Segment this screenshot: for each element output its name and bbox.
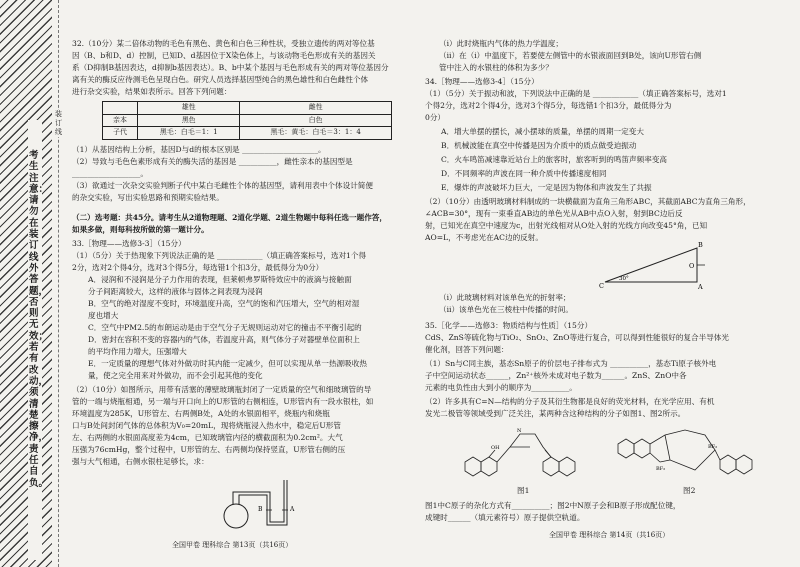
q33-option: 分子间距离较大，这样的液体与固体之间表现为浸润	[88, 287, 263, 296]
atom-label-bf2: BF₂	[708, 444, 718, 450]
q33-2-ii: （ii）在（i）中温度下，若要使左侧管中的水银液面回到B处，该向U形管右侧	[439, 51, 702, 60]
parent-male: 黑色	[138, 114, 240, 127]
q34-option: D．不同频率的声波在同一种介质中传播速度相同	[441, 169, 607, 178]
molecule-figure-1	[455, 422, 585, 484]
q35-intro: CdS、ZnS等硫化物与TiO₂、SnO₂、ZnO等进行复合，可以得到性能很好的复合半导体光	[425, 333, 729, 342]
q34-2-line: 射，已知光在真空中速度为c，出射光线相对从O处入射的光线方向改变45°角，已知	[425, 221, 708, 230]
figure-1-label: 图1	[517, 486, 530, 495]
q34-1-line: （1）（5分）关于振动和波，下列说法中正确的是 ____________（填正确答案标号，选对1	[425, 89, 727, 98]
q34-2-line: （2）（10分）由透明玻璃材料制成的一块横截面为直角三角形ABC，其截面ABC为直角三角形，	[425, 197, 751, 206]
atom-label-oh: OH	[491, 445, 500, 451]
q33-2-line: 强与大气相通，右侧水银柱足够长，求：	[72, 457, 209, 466]
section-two-header: 如果多做，则每科按所做的第一题计分。	[72, 225, 209, 234]
q35-tail: 成键时______（填元素符号）原子提供空轨道。	[425, 513, 585, 522]
q32-sub: 的杂交实验，写出实验思路和预期实验结果。	[72, 193, 224, 202]
q35-1-line: 子中空间运动状态______，Zn²⁺核外未成对电子数为______。ZnS、ZnO中各	[425, 371, 687, 380]
q33-2-line: 压强为76cmHg，整个过程中，U形管的左、右两侧均保持竖直，U形管右侧的压	[72, 445, 346, 454]
q32-sub: （1）从基因结构上分析，基因D与d的根本区别是 ____________________。	[72, 145, 326, 154]
q35-1-line: （1）Sn与C同主族，基态Sn原子的价层电子排布式为 __________，基态Ti原子核外电	[425, 359, 717, 368]
right-footer: 全国甲卷 理科综合 第14页（共16页）	[549, 531, 670, 539]
diagram-label-a: A	[290, 506, 295, 513]
q33-2-line: 环境温度为285K，U形管左、右两侧B处，A处的水银面相平，烧瓶内和烧瓶	[72, 409, 330, 418]
flask-utube-diagram	[222, 470, 302, 532]
q32-line: 因（B、b和D、d）控制，已知D、d基因位于X染色体上，与该动物毛色形成有关的基因关	[72, 51, 376, 60]
f1-male: 黑毛：白毛＝1：1	[138, 127, 240, 140]
q35-1-line: 元素的电负性由大到小的顺序为__________。	[425, 383, 577, 392]
vertex-c: C	[599, 282, 604, 290]
q35-2-line: 发光二极管等领域受到广泛关注，某两种含这种结构的分子如图1、图2所示。	[425, 409, 686, 418]
row-parent: 亲本	[103, 114, 138, 127]
section-two-header: （二）选考题：共45分。请考生从2道物理题、2道化学题、2道生物题中每科任选一题作答，	[72, 213, 387, 222]
q33-option: E．一定质量的理想气体对外做功时其内能一定减少，但可以实现从单一热源吸收热	[88, 359, 367, 368]
q33-option: D．密封在容积不变的容器内的气体，若温度升高，则气体分子对器壁单位面积上	[88, 335, 360, 344]
q32-line: 系（D抑制B基因表达，d抑制b基因表达）。B、b中某个基因与毛色形成有关的两对等位基因分	[72, 63, 389, 72]
col-male: 雄性	[138, 102, 240, 115]
triangle-prism-diagram	[597, 240, 707, 290]
atom-label-bf2: BF₂	[656, 466, 666, 472]
q33-2-line: （2）（10分）如图所示，用带有活塞的薄壁玻璃瓶封闭了一定质量的空气和细玻璃管的导	[72, 385, 372, 394]
fold-label: 装订线	[55, 110, 62, 136]
diagram-label-b: B	[258, 506, 263, 513]
q33-2-i: （i）此时烧瓶内气体的热力学温度；	[439, 39, 563, 48]
q34-sub: （ii）该单色光在三棱柱中传播的时间。	[439, 305, 573, 314]
q33-option: 的平均作用力增大，压强增大	[88, 347, 187, 356]
left-footer: 全国甲卷 理科综合 第13页（共16页）	[172, 541, 293, 549]
q32-line: 32.（10分）某二倍体动物的毛色有黑色、黄色和白色三种性状，受独立遗传的两对等位基	[72, 39, 375, 48]
q33-option: B．空气的绝对湿度不变时，环境温度升高，空气的饱和汽压增大，空气的相对湿	[88, 299, 360, 308]
q33-2-line: 管的一端与烧瓶相通，另一端与开口向上的U形管的右侧相连，U形管内有一段水银柱，如	[72, 397, 374, 406]
q33-option: 量，使之完全用来对外做功，而不会引起其他的变化	[88, 371, 263, 380]
q32-sub: __________________。	[72, 169, 148, 178]
q32-line: 离有关的酶反应待测毛色呈现白色。研究人员选择基因型纯合的黑色雄性和白色雌性个体	[72, 75, 369, 84]
f1-female: 黑毛：黄毛：白毛＝3：1：4	[240, 127, 392, 140]
q33-1-line: （1）（5分）关于热现象下列说法正确的是 ____________（填正确答案标号，选对1个得	[72, 251, 367, 260]
q32-sub: （3）欲通过一次杂交实验判断子代中某白毛雌性个体的基因型，请利用表中个体设计简便	[72, 181, 373, 190]
point-o: O	[689, 262, 695, 270]
q32-sub: （2）导致与毛色色素形成有关的酶失活的基因是 __________，雌性亲本的基因型是	[72, 157, 353, 166]
genotype-table	[102, 101, 392, 140]
q35-intro: 催化剂，回答下列问题：	[425, 345, 509, 354]
vertex-b: B	[698, 241, 703, 249]
q33-1-line: 2分，选对2个得4分，选对3个得5分，每选错1个扣3分，最低得分为0分）	[72, 263, 324, 272]
col-female: 雌性	[240, 102, 392, 115]
q34-2-line: ∠ACB=30°，现有一束垂直AB边的单色光从AB中点O入射，射到BC边后反	[425, 209, 683, 218]
q35-2-line: （2）许多具有C=N—结构的分子及其衍生物都是良好的荧光材料，在光学应用、有机	[425, 397, 715, 406]
q33-2-line: 口与B处间封闭气体的总体积为V₀=20mL，现将烧瓶浸入热水中，稳定后U形管	[72, 421, 341, 430]
q34-option: E．爆炸的声波破坏力巨大，一定是因为物体和声波发生了共振	[441, 183, 652, 192]
q33-2-line: 左、右两侧的水银面高度差为4cm，已知玻璃管内径的横截面积为0.2cm²。大气	[72, 433, 343, 442]
q33-2-ii: 管中注入的水银柱的体积为多少？	[439, 63, 553, 72]
binding-notice: 考生注意：请勿在装订线外答题，否则无效；若有改动，须清楚擦净，责任自负。	[29, 150, 49, 489]
q34-option: B．机械波能在真空中传播是因为介质中的质点做受迫振动	[441, 141, 637, 150]
figure-2-label: 图2	[683, 486, 696, 495]
q34-1-line: 0分）	[425, 113, 446, 122]
fold-line	[58, 0, 60, 567]
vertex-a: A	[698, 283, 703, 290]
q32-line: 进行杂交实验，结果如表所示。回答下列问题：	[72, 87, 232, 96]
q33-option: A．浸润和不浸润是分子力作用的表现，但莱顿弗罗斯特效应中的液滴与接触面	[88, 275, 352, 284]
q34-sub: （i）此玻璃材料对该单色光的折射率；	[439, 293, 571, 302]
molecule-figure-2	[610, 420, 760, 486]
q34-1-line: 个得2分，选对2个得4分，选对3个得5分，每选错1个扣3分，最低得分为	[425, 101, 672, 110]
q34-2-line: AO=L，不考虑光在AC边的反射。	[425, 233, 543, 242]
q34-header: 34.［物理——选修3-4］（15分）	[425, 77, 539, 86]
angle-label: 30°	[619, 276, 629, 282]
q33-option: 度也增大	[88, 311, 119, 320]
q33-header: 33.［物理——选修3-3］（15分）	[72, 239, 186, 248]
parent-female: 白色	[240, 114, 392, 127]
q35-header: 35.［化学——选修3：物质结构与性质］（15分）	[425, 321, 593, 330]
row-f1: 子代	[103, 127, 138, 140]
q34-option: C．火车鸣笛减速靠近站台上的旅客时，旅客听到的鸣笛声频率变高	[441, 155, 668, 164]
q33-option: C．空气中PM2.5的布朗运动是由于空气分子无规则运动对它的撞击不平衡引起的	[88, 323, 362, 332]
q34-option: A．增大单摆的摆长，减小摆球的质量，单摆的周期一定变大	[441, 127, 644, 136]
atom-label-n: N	[517, 428, 522, 434]
q35-tail: 图1中C原子的杂化方式有__________；图2中N原子会和B原子形成配位键，	[425, 501, 681, 510]
